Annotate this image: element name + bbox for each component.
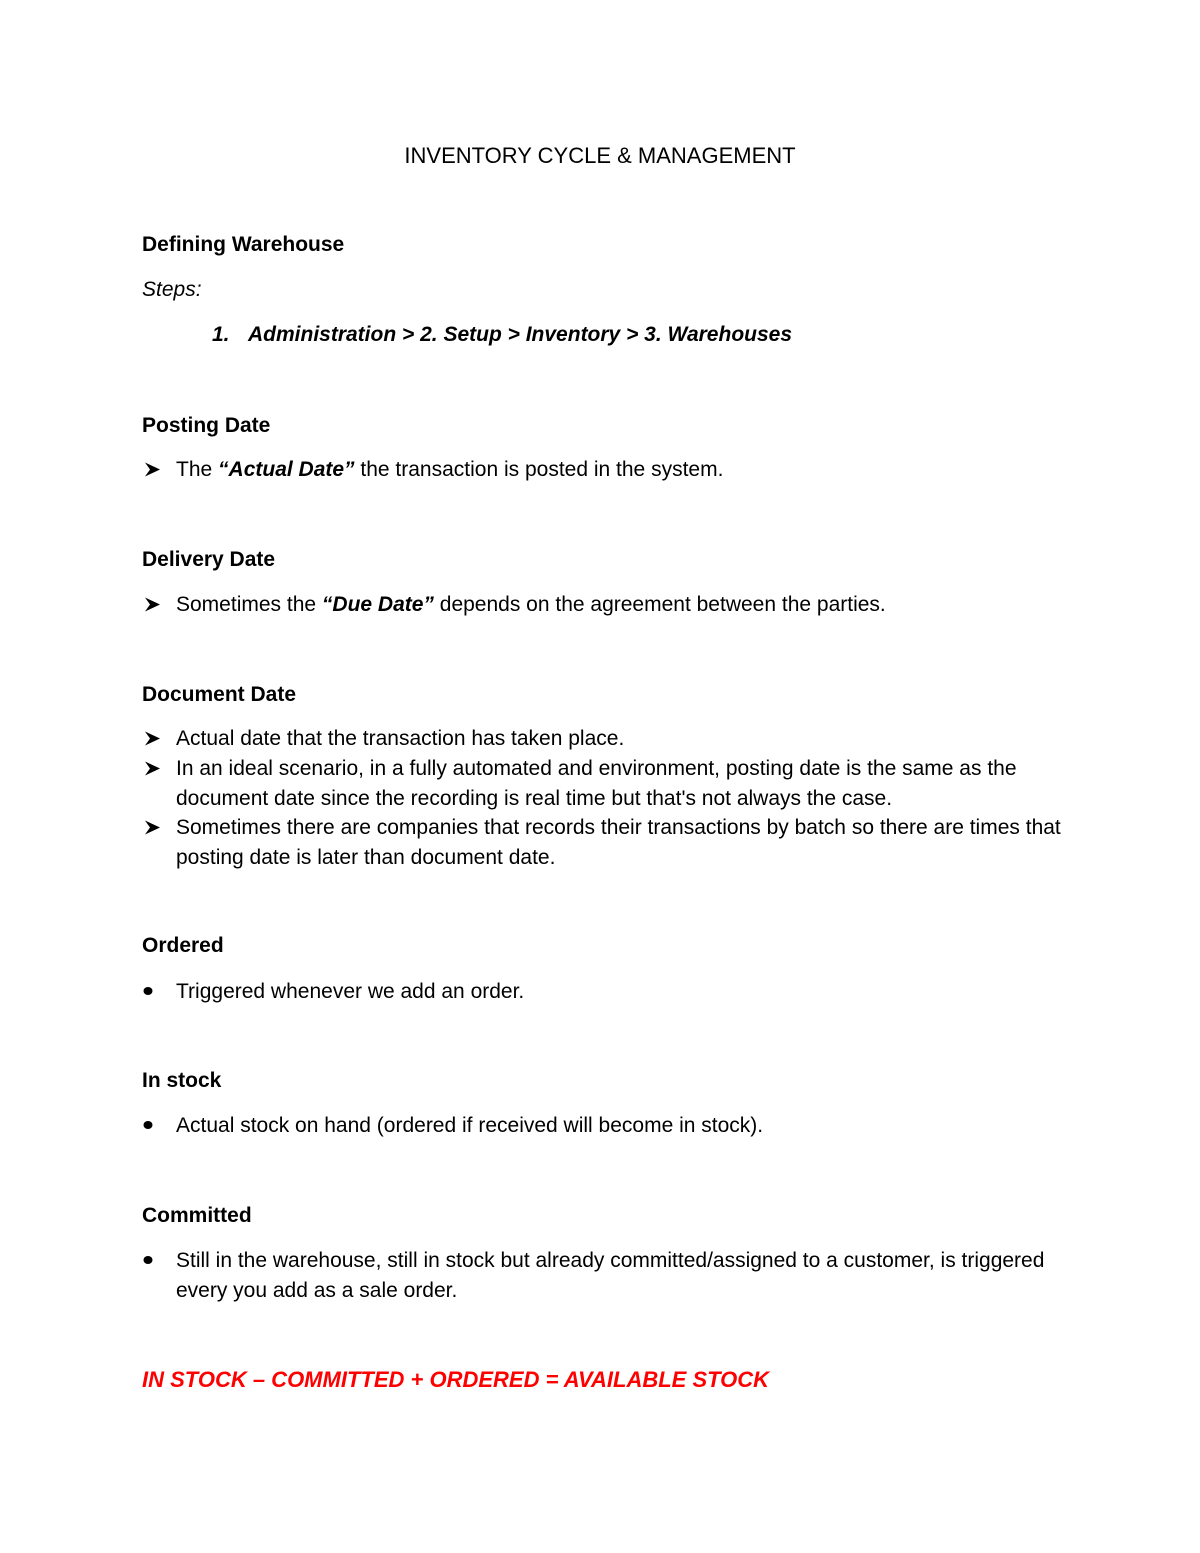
available-stock-formula: IN STOCK – COMMITTED + ORDERED = AVAILABLE STOCK — [142, 1367, 770, 1392]
steps-path — [212, 322, 792, 348]
heading-defining-warehouse: Defining Warehouse — [142, 233, 345, 256]
list-item-text: Sometimes there are companies that records their transactions by batch so there are times that posting date is later than document date. — [176, 816, 1061, 869]
dot-bullet-icon — [142, 977, 166, 1006]
list-item — [142, 1111, 1072, 1141]
list-item — [142, 590, 1072, 620]
list-item — [142, 455, 1072, 485]
list-item-text: In an ideal scenario, in a fully automated and environment, posting date is the same as the document date since the recording is real time but that's not always the case. — [176, 757, 1017, 810]
arrow-bullet-icon — [142, 813, 166, 842]
list-item — [142, 977, 1072, 1007]
arrow-bullet-icon — [142, 724, 166, 753]
list-item-text: Actual date that the transaction has taken place. — [176, 727, 625, 750]
arrow-bullet-icon — [142, 590, 166, 619]
heading-posting-date: Posting Date — [142, 414, 271, 437]
dot-bullet-icon — [142, 1246, 166, 1275]
heading-ordered: Ordered — [142, 934, 224, 957]
list-item — [142, 813, 1072, 872]
list-item-text: Still in the warehouse, still in stock but already committed/assigned to a customer, is triggered every you add as a sale order. — [176, 1249, 1045, 1302]
list-item-text: Sometimes the “Due Date” depends on the agreement between the parties. — [176, 593, 886, 616]
heading-committed: Committed — [142, 1204, 252, 1227]
emphasis-actual-date: “Actual Date” — [218, 458, 355, 481]
page-title: INVENTORY CYCLE & MANAGEMENT — [404, 143, 796, 168]
list-item — [142, 724, 1072, 754]
heading-document-date: Document Date — [142, 683, 297, 706]
steps-label: Steps: — [142, 278, 202, 301]
emphasis-due-date: “Due Date” — [321, 593, 434, 616]
arrow-bullet-icon — [142, 754, 166, 783]
heading-in-stock: In stock — [142, 1069, 222, 1092]
heading-delivery-date: Delivery Date — [142, 548, 276, 571]
list-item — [142, 754, 1072, 813]
list-item — [142, 1246, 1072, 1305]
arrow-bullet-icon — [142, 455, 166, 484]
list-item-text: Triggered whenever we add an order. — [176, 980, 525, 1003]
dot-bullet-icon — [142, 1111, 166, 1140]
step-number: 1. — [212, 323, 230, 346]
list-item-text: The “Actual Date” the transaction is posted in the system. — [176, 458, 724, 481]
list-item-text: Actual stock on hand (ordered if received will become in stock). — [176, 1114, 764, 1137]
steps-path-text: Administration > 2. Setup > Inventory > 3. Warehouses — [248, 323, 793, 346]
